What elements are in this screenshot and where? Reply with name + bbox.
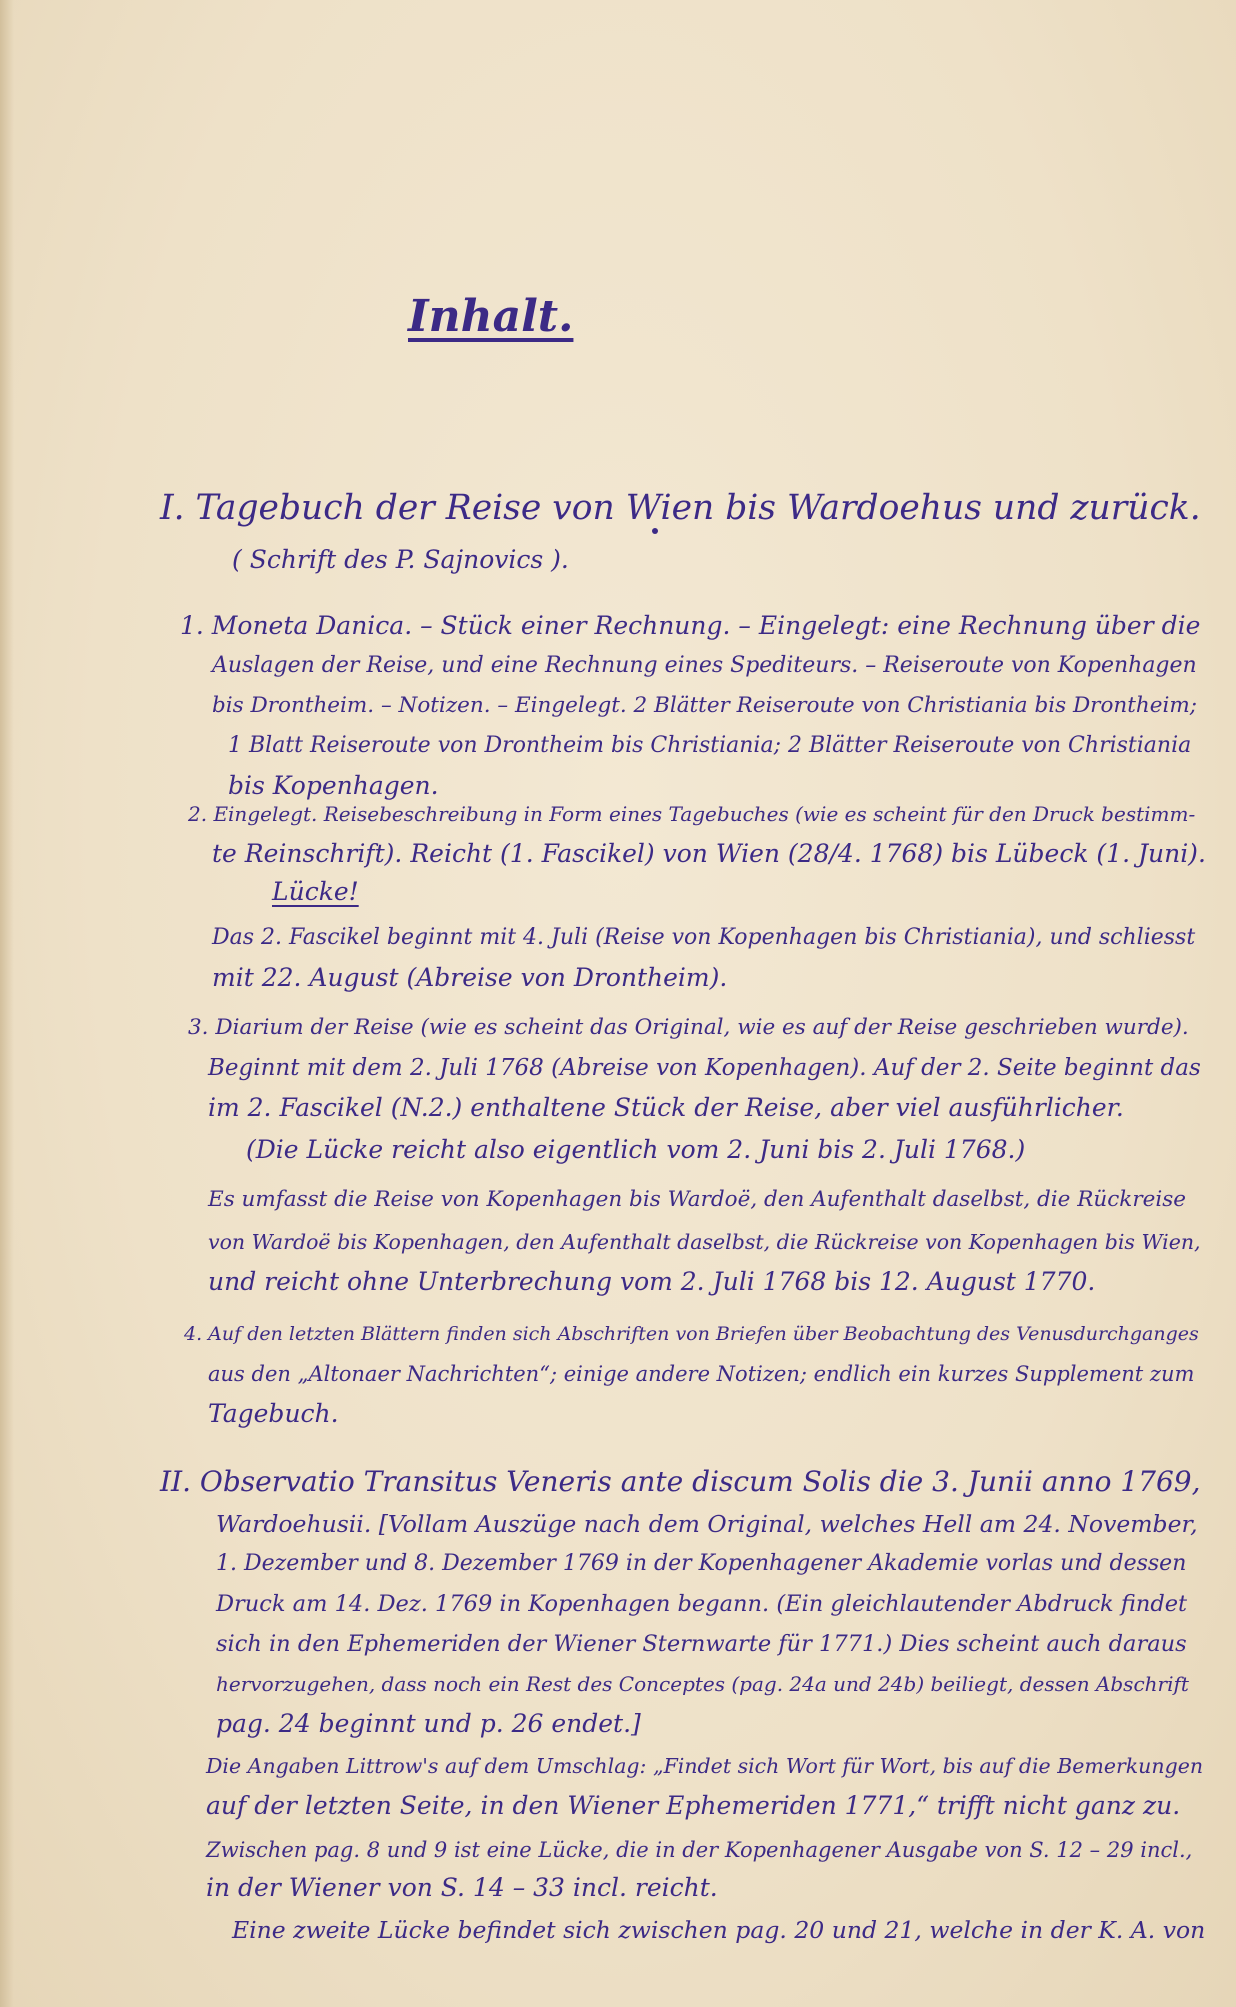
item-1-line-4: 1 Blatt Reiseroute von Drontheim bis Christiania; 2 Blätter Reiseroute von Christiania [228, 733, 1192, 758]
item-3-line-7: und reicht ohne Unterbrechung vom 2. Juli 1768 bis 12. August 1770. [208, 1267, 1096, 1296]
item-3-line-3: im 2. Fascikel (N.2.) enthaltene Stück der Reise, aber viel ausführlicher. [208, 1093, 1124, 1122]
section-II-line-6: hervorzugehen, dass noch ein Rest des Conceptes (pag. 24a und 24b) beiliegt, dessen Abschrift [216, 1672, 1189, 1696]
page-edge-shadow [0, 0, 14, 2007]
item-1-line-1: 1. Moneta Danica. – Stück einer Rechnung. – Eingelegt: eine Rechnung über die [180, 611, 1201, 640]
item-2-line-1: 2. Eingelegt. Reisebeschreibung in Form eines Tagebuches (wie es scheint für den Druck bestimm- [188, 802, 1196, 826]
item-2-line-2: te Reinschrift). Reicht (1. Fascikel) von Wien (28/4. 1768) bis Lübeck (1. Juni). [212, 839, 1206, 868]
ink-dot [652, 528, 658, 534]
item-3-line-6: von Wardoë bis Kopenhagen, den Aufenthalt daselbst, die Rückreise von Kopenhagen bis Wien, [208, 1230, 1201, 1254]
section-II-line-5: sich in den Ephemeriden der Wiener Sternwarte für 1771.) Dies scheint auch daraus [216, 1631, 1187, 1657]
section-II-line-12: Eine zweite Lücke befindet sich zwischen pag. 20 und 21, welche in der K. A. von [232, 1916, 1206, 1944]
page-title: Inhalt. [408, 291, 574, 342]
section-I-subheading: ( Schrift des P. Sajnovics ). [232, 545, 569, 574]
item-3-line-5: Es umfasst die Reise von Kopenhagen bis Wardoë, den Aufenthalt daselbst, die Rückreise [208, 1187, 1186, 1212]
item-1-line-3: bis Drontheim. – Notizen. – Eingelegt. 2 Blätter Reiseroute von Christiania bis Drontheim; [212, 693, 1197, 718]
item-3-line-1: 3. Diarium der Reise (wie es scheint das Original, wie es auf der Reise geschrieben wurde). [188, 1015, 1189, 1040]
section-II-line-9: auf der letzten Seite, in den Wiener Ephemeriden 1771,“ trifft nicht ganz zu. [206, 1791, 1181, 1820]
item-1-line-5: bis Kopenhagen. [228, 771, 439, 800]
item-3-line-4: (Die Lücke reicht also eigentlich vom 2. Juni bis 2. Juli 1768.) [246, 1135, 1026, 1164]
section-II-line-11: in der Wiener von S. 14 – 33 incl. reicht. [206, 1873, 718, 1902]
section-II-heading: II. Observatio Transitus Veneris ante discum Solis die 3. Junii anno 1769, [160, 1465, 1201, 1498]
section-II-line-8: Die Angaben Littrow's auf dem Umschlag: „Findet sich Wort für Wort, bis auf die Bemerkungen [206, 1754, 1204, 1778]
item-4-line-2: aus den „Altonaer Nachrichten“; einige andere Notizen; endlich ein kurzes Supplement zum [208, 1362, 1195, 1386]
item-3-line-2: Beginnt mit dem 2. Juli 1768 (Abreise von Kopenhagen). Auf der 2. Seite beginnt das [208, 1055, 1201, 1081]
section-II-line-7: pag. 24 beginnt und p. 26 endet.] [216, 1709, 641, 1738]
item-2-line-3: Lücke! [272, 877, 359, 906]
section-II-line-4: Druck am 14. Dez. 1769 in Kopenhagen begann. (Ein gleichlautender Abdruck findet [216, 1591, 1188, 1617]
section-II-line-2: Wardoehusii. [Vollam Auszüge nach dem Original, welches Hell am 24. November, [216, 1510, 1198, 1538]
section-II-line-10: Zwischen pag. 8 und 9 ist eine Lücke, die in der Kopenhagener Ausgabe von S. 12 – 29 incl., [206, 1838, 1193, 1862]
item-1-line-2: Auslagen der Reise, und eine Rechnung eines Spediteurs. – Reiseroute von Kopenhagen [212, 653, 1197, 678]
section-II-line-3: 1. Dezember und 8. Dezember 1769 in der Kopenhagener Akademie vorlas und dessen [216, 1551, 1187, 1576]
item-4-line-1: 4. Auf den letzten Blättern finden sich Abschriften von Briefen über Beobachtung des Venusdurchganges [184, 1323, 1199, 1345]
item-2-line-4: Das 2. Fascikel beginnt mit 4. Juli (Reise von Kopenhagen bis Christiania), und schliesst [212, 925, 1196, 950]
section-I-heading: I. Tagebuch der Reise von Wien bis Wardoehus und zurück. [160, 488, 1201, 528]
item-4-line-3: Tagebuch. [208, 1399, 339, 1428]
item-2-line-5: mit 22. August (Abreise von Drontheim). [212, 963, 728, 992]
